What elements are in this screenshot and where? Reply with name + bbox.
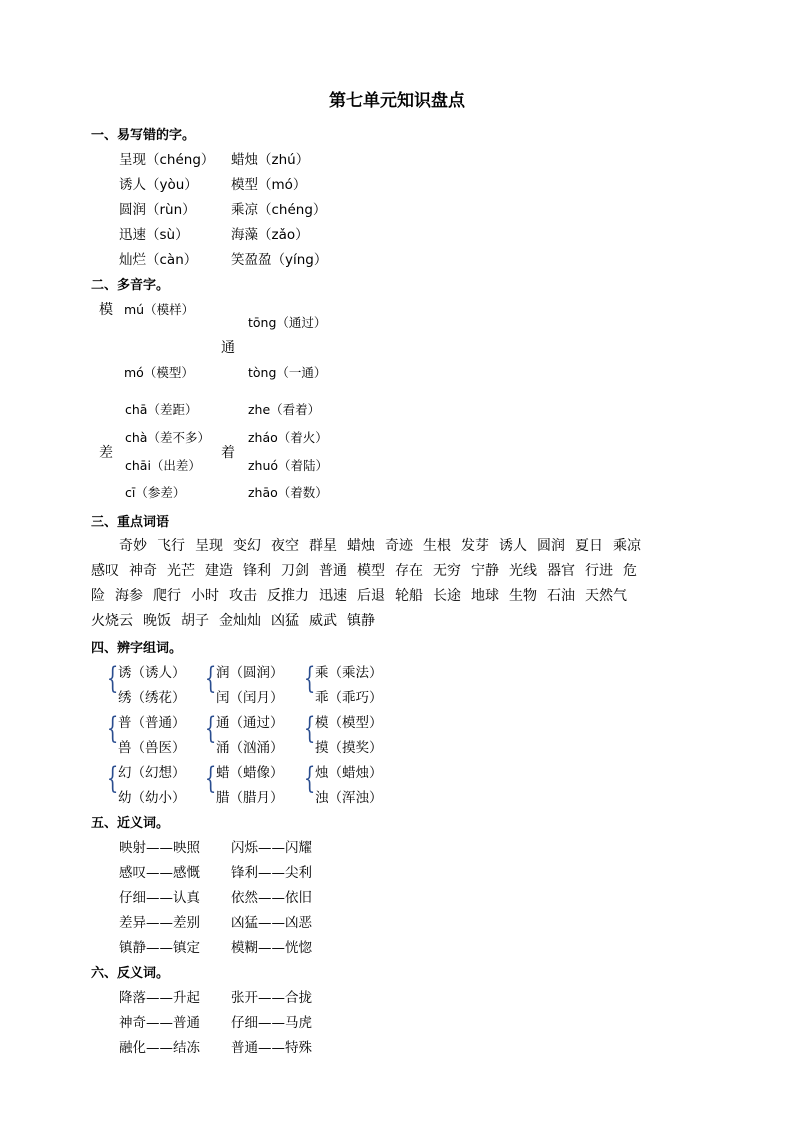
vocab-word: 生根: [423, 538, 451, 554]
brace-icon: {: [106, 761, 119, 796]
s1-row-2-a: 诱人（yòu）: [119, 177, 198, 193]
vocab-word: 天然气: [585, 588, 627, 604]
vocab-word: 发芽: [461, 538, 489, 554]
s5-row-5-b: 模糊——恍惚: [231, 940, 312, 956]
vocab-word: 威武: [309, 613, 337, 629]
vocab-word: 锋利: [243, 563, 271, 579]
vocab-word: 夜空: [271, 538, 299, 554]
s5-row-2-a: 感叹——感慨: [119, 865, 200, 881]
vocab-word: 飞行: [157, 538, 185, 554]
polyphone-zhe-4: zhāo（着数）: [248, 485, 328, 500]
vocab-line-2: [91, 560, 721, 580]
vocab-word: 存在: [395, 563, 423, 579]
page-title: 第七单元知识盘点: [329, 91, 465, 111]
s4-g9-a: 烛（蜡烛）: [315, 765, 383, 781]
s1-row-5-b: 笑盈盈（yíng）: [231, 252, 328, 268]
polyphone-cha: 差: [99, 445, 113, 461]
vocab-word: 诱人: [499, 538, 527, 554]
s6-row-3-a: 融化——结冻: [119, 1040, 200, 1056]
vocab-word: 长途: [433, 588, 461, 604]
s5-row-4-a: 差异——差别: [119, 915, 200, 931]
section-heading-1: 一、易写错的字。: [91, 128, 196, 143]
vocab-line-4: [91, 610, 721, 630]
polyphone-zhe-1: zhe（看着）: [248, 402, 321, 417]
brace-icon: {: [106, 661, 119, 696]
vocab-word: 小时: [191, 588, 219, 604]
vocab-word: 神奇: [129, 563, 157, 579]
vocab-word: 攻击: [229, 588, 257, 604]
s4-g6-a: 模（模型）: [315, 715, 383, 731]
vocab-word: 晚饭: [143, 613, 171, 629]
s5-row-1-a: 映射——映照: [119, 840, 200, 856]
vocab-word: 宁静: [471, 563, 499, 579]
s4-g9-b: 浊（浑浊）: [315, 790, 383, 806]
polyphone-zhe: 着: [221, 445, 235, 461]
polyphone-tong-2: tòng（一通）: [248, 365, 327, 380]
s1-row-1-b: 蜡烛（zhú）: [231, 152, 310, 168]
vocab-word: 镇静: [347, 613, 375, 629]
s4-g4-b: 兽（兽医）: [118, 740, 186, 756]
vocab-word: 建造: [205, 563, 233, 579]
section-heading-2: 二、多音字。: [91, 278, 170, 293]
s6-row-3-b: 普通——特殊: [231, 1040, 312, 1056]
vocab-word: 生物: [509, 588, 537, 604]
s1-row-4-b: 海藻（zǎo）: [231, 227, 309, 243]
vocab-word: 奇迹: [385, 538, 413, 554]
polyphone-tong-1: tōng（通过）: [248, 315, 327, 330]
polyphone-zhe-2: zháo（着火）: [248, 430, 328, 445]
brace-icon: {: [106, 711, 119, 746]
vocab-word: 地球: [471, 588, 499, 604]
s5-row-1-b: 闪烁——闪耀: [231, 840, 312, 856]
s4-g1-b: 绣（绣花）: [118, 690, 186, 706]
vocab-word: 轮船: [395, 588, 423, 604]
s6-row-1-b: 张开——合拢: [231, 990, 312, 1006]
s4-g7-a: 幻（幻想）: [118, 765, 186, 781]
brace-icon: {: [204, 761, 217, 796]
vocab-word: 呈现: [195, 538, 223, 554]
vocab-word: 器官: [547, 563, 575, 579]
vocab-word: 乘凉: [613, 538, 641, 554]
vocab-word: 危: [623, 563, 637, 579]
polyphone-mo: 模: [99, 302, 113, 318]
s4-g1-a: 诱（诱人）: [118, 665, 186, 681]
s4-g3-a: 乘（乘法）: [315, 665, 383, 681]
vocab-word: 刀剑: [281, 563, 309, 579]
polyphone-mo-2: mó（模型）: [124, 365, 194, 380]
vocab-word: 群星: [309, 538, 337, 554]
vocab-word: 金灿灿: [219, 613, 261, 629]
s4-g3-b: 乖（乖巧）: [315, 690, 383, 706]
vocab-word: 奇妙: [119, 538, 147, 554]
s5-row-3-a: 仔细——认真: [119, 890, 200, 906]
s4-g2-a: 润（圆润）: [216, 665, 284, 681]
s4-g8-b: 腊（腊月）: [216, 790, 284, 806]
s4-g7-b: 幼（幼小）: [118, 790, 186, 806]
vocab-word: 变幻: [233, 538, 261, 554]
s4-g2-b: 闰（闰月）: [216, 690, 284, 706]
vocab-word: 石油: [547, 588, 575, 604]
polyphone-cha-1: chā（差距）: [125, 402, 198, 417]
polyphone-cha-4: cī（参差）: [125, 485, 186, 500]
s1-row-5-a: 灿烂（càn）: [119, 252, 198, 268]
vocab-word: 海参: [115, 588, 143, 604]
s5-row-2-b: 锋利——尖利: [231, 865, 312, 881]
s5-row-3-b: 依然——依旧: [231, 890, 312, 906]
polyphone-zhe-3: zhuó（着陆）: [248, 458, 329, 473]
vocab-word: 行进: [585, 563, 613, 579]
s1-row-1-a: 呈现（chéng）: [119, 152, 215, 168]
s6-row-2-a: 神奇——普通: [119, 1015, 200, 1031]
vocab-word: 反推力: [267, 588, 309, 604]
s5-row-5-a: 镇静——镇定: [119, 940, 200, 956]
vocab-word: 光芒: [167, 563, 195, 579]
polyphone-cha-3: chāi（出差）: [125, 458, 201, 473]
vocab-line-1: [119, 535, 749, 555]
s1-row-3-b: 乘凉（chéng）: [231, 202, 327, 218]
vocab-word: 无穷: [433, 563, 461, 579]
polyphone-tong: 通: [221, 340, 235, 356]
vocab-word: 感叹: [91, 563, 119, 579]
s1-row-2-b: 模型（mó）: [231, 177, 307, 193]
section-heading-3: 三、重点词语: [91, 515, 170, 530]
polyphone-cha-2: chà（差不多）: [125, 430, 210, 445]
vocab-word: 凶猛: [271, 613, 299, 629]
vocab-word: 火烧云: [91, 613, 133, 629]
s4-g5-b: 涌（汹涌）: [216, 740, 284, 756]
vocab-line-3: [91, 585, 721, 605]
section-heading-6: 六、反义词。: [91, 966, 170, 981]
s5-row-4-b: 凶猛——凶恶: [231, 915, 312, 931]
s4-g5-a: 通（通过）: [216, 715, 284, 731]
vocab-word: 圆润: [537, 538, 565, 554]
vocab-word: 胡子: [181, 613, 209, 629]
vocab-word: 普通: [319, 563, 347, 579]
vocab-word: 光线: [509, 563, 537, 579]
s1-row-4-a: 迅速（sù）: [119, 227, 189, 243]
vocab-word: 后退: [357, 588, 385, 604]
brace-icon: {: [303, 661, 316, 696]
section-heading-4: 四、辨字组词。: [91, 641, 183, 656]
vocab-word: 爬行: [153, 588, 181, 604]
s4-g4-a: 普（普通）: [118, 715, 186, 731]
polyphone-mo-1: mú（模样）: [124, 302, 195, 317]
vocab-word: 险: [91, 588, 105, 604]
s1-row-3-a: 圆润（rùn）: [119, 202, 196, 218]
vocab-word: 夏日: [575, 538, 603, 554]
vocab-word: 模型: [357, 563, 385, 579]
vocab-word: 迅速: [319, 588, 347, 604]
s4-g8-a: 蜡（蜡像）: [216, 765, 284, 781]
brace-icon: {: [303, 711, 316, 746]
s6-row-2-b: 仔细——马虎: [231, 1015, 312, 1031]
brace-icon: {: [204, 711, 217, 746]
brace-icon: {: [303, 761, 316, 796]
s6-row-1-a: 降落——升起: [119, 990, 200, 1006]
section-heading-5: 五、近义词。: [91, 816, 170, 831]
vocab-word: 蜡烛: [347, 538, 375, 554]
brace-icon: {: [204, 661, 217, 696]
s4-g6-b: 摸（摸奖）: [315, 740, 383, 756]
